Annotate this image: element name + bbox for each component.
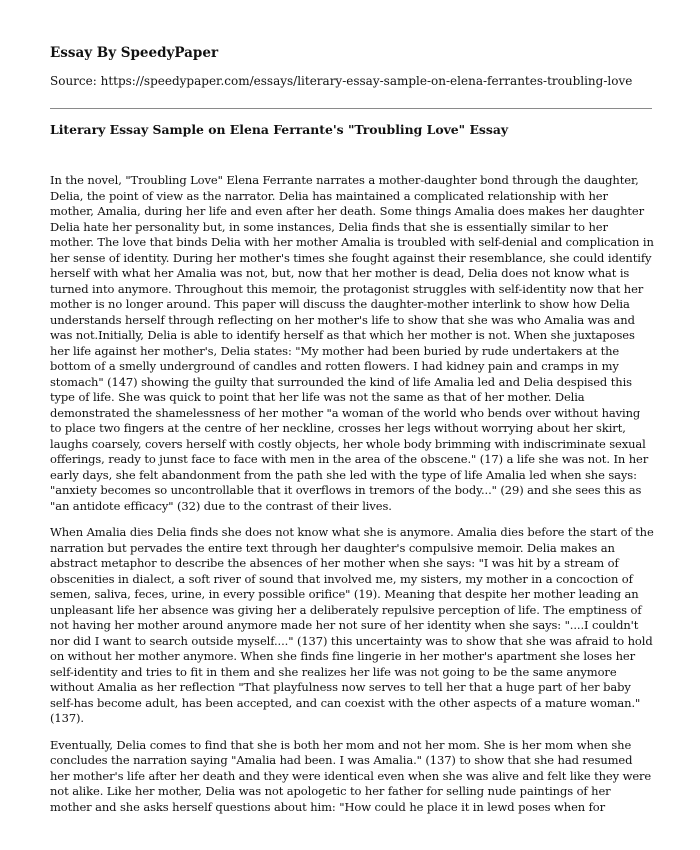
- essay-paragraph-2: When Amalia dies Delia finds she does not know what she is anymore. Amalia dies before the start of the narration but pervades the entire text through her daughter's compulsive memoir. Delia makes an abstract metaphor to describe the absences of her mother when she says: "I was hit by a stream of obscenities in dialect, a soft river of sound that involved me, my sisters, my mother in a concoction of semen, saliva, feces, urine, in every possible orifice" (19). Meaning that despite her mother leading an unpleasant life her absence was giving her a deliberately repulsive perception of life. The emptiness of not having her mother around anymore made her not sure of her identity when she says: "....I couldn't nor did I want to search outside myself...." (137) this uncertainty was to show that she was afraid to hold on without her mother anymore. When she finds fine lingerie in her mother's apartment she loses her self-identity and tries to fit in them and she realizes her life was not going to be the same anymore without Amalia as her reflection "That playfulness now serves to tell her that a huge part of her baby self-has become adult, has been accepted, and can coexist with the other aspects of a mature woman." (137).: [50, 525, 654, 725]
- essay-paragraph-1: In the novel, "Troubling Love" Elena Ferrante narrates a mother-daughter bond through the daughter, Delia, the point of view as the narrator. Delia has maintained a complicated relationship with her mother, Amalia, during her life and even after her death. Some things Amalia does makes her daughter Delia hate her personality but, in some instances, Delia finds that she is essentially similar to her mother. The love that binds Delia with her mother Amalia is troubled with self-denial and complication in her sense of identity. During her mother's times she fought against their resemblance, she could identify herself with what her Amalia was not, but, now that her mother is dead, Delia does not know what is turned into anymore. Throughout this memoir, the protagonist struggles with self-identity now that her mother is no longer around. This paper will discuss the daughter-mother interlink to show how Delia understands herself through reflecting on her mother's life to show that she was who Amalia was and was not.Initially, Delia is able to identify herself as that which her mother is not. When she juxtaposes her life against her mother's, Delia states: "My mother had been buried by rude undertakers at the bottom of a smelly underground of candles and rotten flowers. I had kidney pain and cramps in my stomach" (147) showing the guilty that surrounded the kind of life Amalia led and Delia despised this type of life. She was quick to point that her life was not the same as that of her mother. Delia demonstrated the shamelessness of her mother "a woman of the world who bends over without having to place two fingers at the centre of her neckline, crosses her legs without worrying about her skirt, laughs coarsely, covers herself with costly objects, her whole body brimming with indiscriminate sexual offerings, ready to junst face to face with men in the area of the obscene." (17) a life she was not. In her early days, she felt abandonment from the path she led with the type of life Amalia led when she says: "anxiety becomes so uncontrollable that it overflows in tremors of the body..." (29) and she sees this as "an antidote efficacy" (32) due to the contrast of their lives.: [50, 173, 654, 513]
- source-url: Source: https://speedypaper.com/essays/literary-essay-sample-on-elena-ferrantes-troubling-love: [50, 74, 633, 88]
- essay-title: Literary Essay Sample on Elena Ferrante's "Troubling Love" Essay: [50, 122, 509, 137]
- document-header-title: Essay By SpeedyPaper: [50, 45, 219, 61]
- header-divider: [50, 108, 652, 109]
- essay-paragraph-3: Eventually, Delia comes to find that she is both her mom and not her mom. She is her mom when she concludes the narration saying "Amalia had been. I was Amalia." (137) to show that she had resumed her mother's life after her death and they were identical even when she was alive and felt like they were not alike. Like her mother, Delia was not apologetic to her father for selling nude paintings of her mother and she asks herself questions about him: "How could he place it in lewd poses when for: [50, 737, 652, 814]
- essay-body: [50, 173, 654, 826]
